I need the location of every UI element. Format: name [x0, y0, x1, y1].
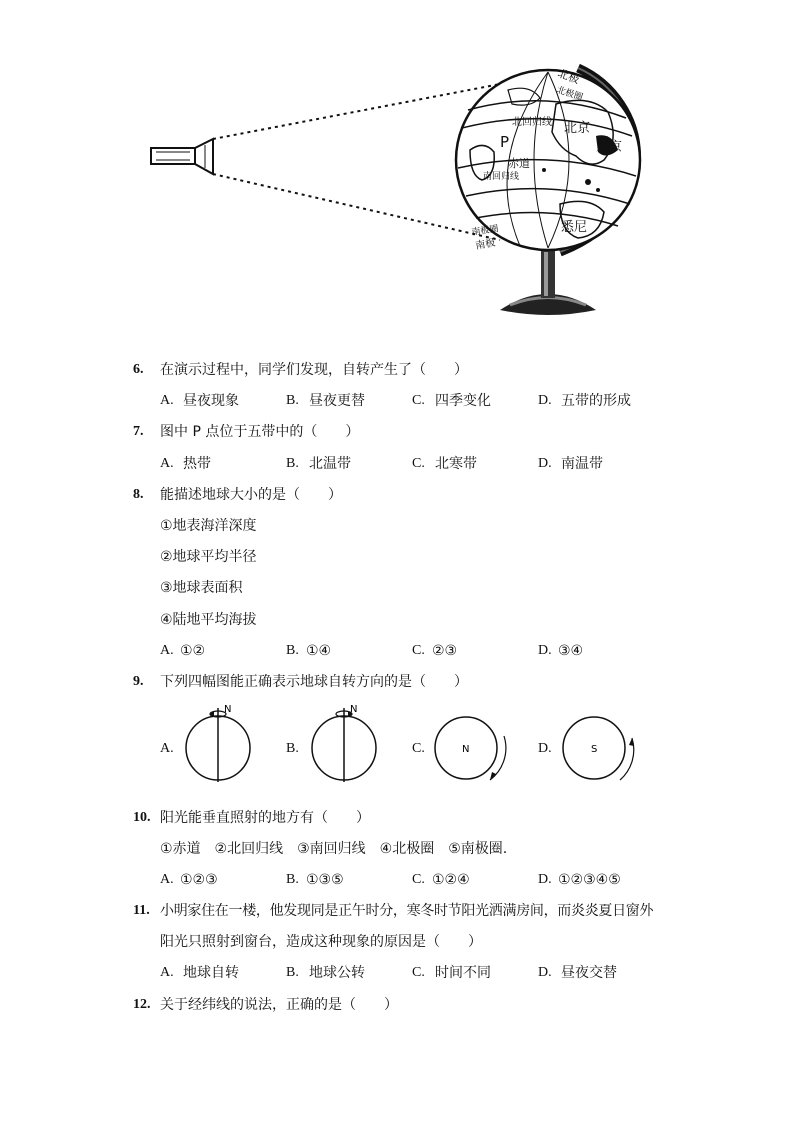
option-letter: B. — [286, 741, 299, 756]
list-item: ②地球平均半径 — [160, 549, 257, 565]
beijing-label: 北京 — [564, 121, 591, 136]
question-number: 12. — [133, 997, 151, 1012]
question-stem-line-2: 阳光只照射到窗台，造成这种现象的原因是（ ） — [160, 934, 482, 950]
rotation-diagram-a — [180, 702, 260, 784]
south-pole-label: 南极 — [474, 237, 497, 252]
option-text: 地球公转 — [309, 965, 365, 981]
option-text: ②③ — [432, 643, 458, 659]
p-point-label: P — [500, 133, 510, 151]
question-number: 6. — [133, 362, 144, 377]
question-number: 11. — [133, 903, 150, 918]
option-letter: C. — [412, 456, 425, 471]
option-letter: D. — [538, 872, 552, 887]
option-text: 四季变化 — [435, 393, 491, 409]
question-stem: 阳光能垂直照射的地方有（ ） — [160, 810, 370, 826]
question-stem: 图中 P 点位于五带中的（ ） — [160, 424, 360, 440]
south-pole-mark: S — [591, 744, 598, 755]
tropic-cancer-label: 北回归线 — [512, 117, 552, 128]
option-text: ①②③ — [180, 872, 218, 888]
option-text: ①④ — [306, 643, 332, 659]
option-text: ①②③④⑤ — [558, 872, 621, 888]
option-letter: C. — [412, 965, 425, 980]
option-text: 昼夜交替 — [561, 965, 617, 981]
north-pole-mark: N — [350, 704, 358, 715]
question-number: 9. — [133, 674, 144, 689]
option-text: 南温带 — [561, 456, 603, 472]
option-letter: B. — [286, 965, 299, 980]
option-text: 北寒带 — [435, 456, 477, 472]
option-letter: D. — [538, 965, 552, 980]
question-stem: 能描述地球大小的是（ ） — [160, 487, 342, 503]
north-pole-mark: N — [224, 704, 232, 715]
option-text: ①②④ — [432, 872, 470, 888]
flashlight-icon — [151, 139, 213, 174]
north-pole-mark: N — [462, 744, 470, 755]
option-letter: D. — [538, 643, 552, 658]
question-number: 8. — [133, 487, 144, 502]
question-stem: 在演示过程中，同学们发现，自转产生了（ ） — [160, 362, 468, 378]
equator-label: 赤道 — [508, 157, 530, 170]
option-text: 五带的形成 — [561, 393, 631, 409]
option-letter: A. — [160, 643, 174, 658]
list-items-line: ①赤道 ②北回归线 ③南回归线 ④北极圈 ⑤南极圈. — [160, 841, 508, 857]
option-letter: D. — [538, 456, 552, 471]
list-item: ④陆地平均海拔 — [160, 612, 257, 628]
list-item: ①地表海洋深度 — [160, 518, 257, 534]
option-text: 时间不同 — [435, 965, 491, 981]
option-text: 热带 — [183, 456, 211, 472]
rotation-diagram-b — [306, 702, 386, 784]
option-letter: B. — [286, 393, 299, 408]
option-letter: A. — [160, 741, 174, 756]
question-stem: 关于经纬线的说法，正确的是（ ） — [160, 997, 398, 1013]
rotation-diagram-d — [556, 710, 646, 790]
option-letter: C. — [412, 393, 425, 408]
option-text: ①③⑤ — [306, 872, 344, 888]
question-stem-line-1: 小明家住在一楼，他发现同是正午时分，寒冬时节阳光洒满房间，而炎炎夏日窗外 — [160, 903, 654, 919]
option-text: 昼夜更替 — [309, 393, 365, 409]
question-number: 10. — [133, 810, 151, 825]
option-text: 地球自转 — [183, 965, 239, 981]
option-letter: B. — [286, 456, 299, 471]
option-letter: C. — [412, 643, 425, 658]
tropic-capricorn-label: 南回归线 — [483, 172, 520, 182]
list-item: ③地球表面积 — [160, 580, 243, 596]
option-text: 北温带 — [309, 456, 351, 472]
option-letter: D. — [538, 741, 552, 756]
option-letter: B. — [286, 872, 299, 887]
option-letter: C. — [412, 872, 425, 887]
option-text: ①② — [180, 643, 206, 659]
option-letter: C. — [412, 741, 425, 756]
option-letter: A. — [160, 965, 174, 980]
antarctic-circle-label: 南极圈 — [471, 224, 500, 238]
option-text: 昼夜现象 — [183, 393, 239, 409]
rotation-diagram-c — [430, 710, 520, 790]
option-letter: A. — [160, 872, 174, 887]
arctic-circle-label: 北极圈 — [555, 85, 584, 104]
option-letter: A. — [160, 456, 174, 471]
option-letter: B. — [286, 643, 299, 658]
question-stem: 下列四幅图能正确表示地球自转方向的是（ ） — [160, 674, 468, 690]
option-letter: A. — [160, 393, 174, 408]
option-text: ③④ — [558, 643, 584, 659]
sydney-label: 悉尼 — [561, 220, 588, 235]
globe-stand — [500, 250, 596, 315]
option-letter: D. — [538, 393, 552, 408]
globe-illustration — [140, 55, 660, 325]
question-number: 7. — [133, 424, 144, 439]
tokyo-label: 东京 — [596, 140, 623, 155]
globe — [456, 70, 640, 250]
north-pole-label: 北极 — [555, 66, 582, 87]
